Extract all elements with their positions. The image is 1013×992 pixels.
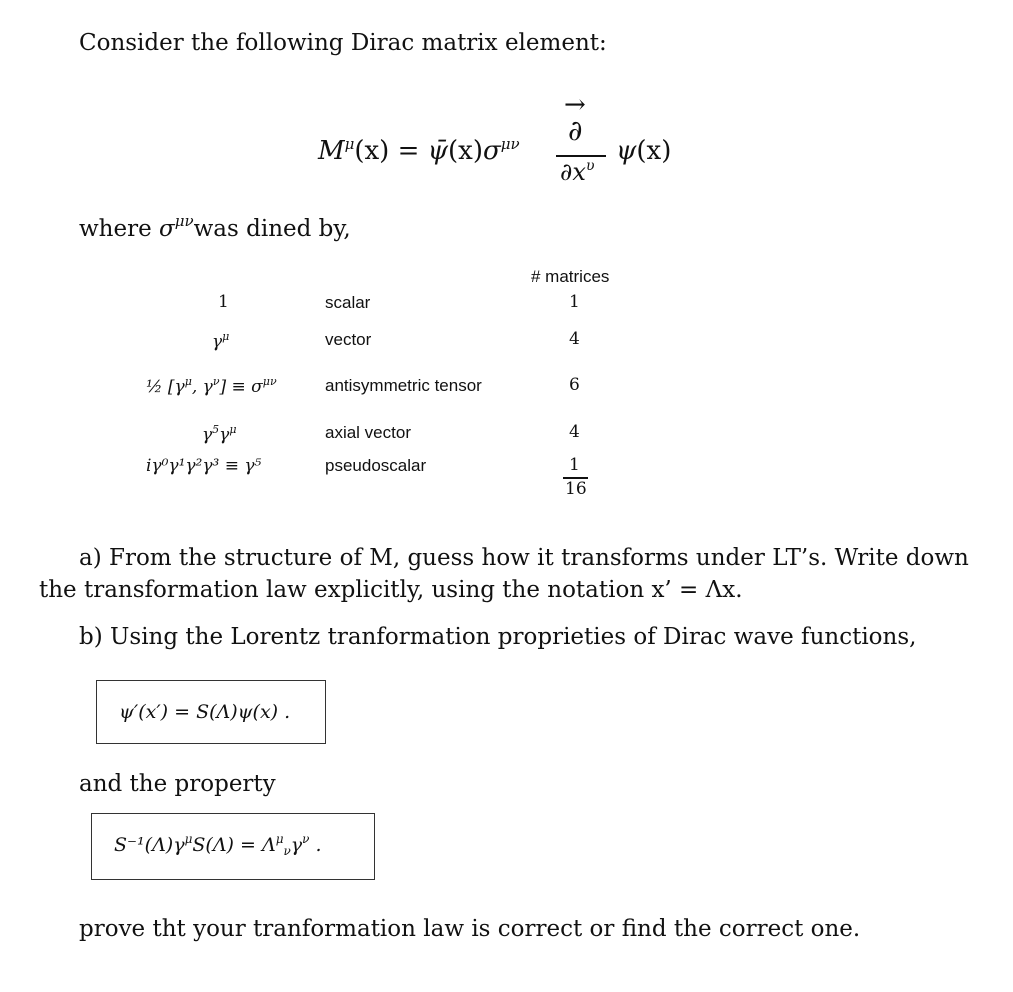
where-sigma: σ bbox=[159, 216, 175, 242]
eq-psi: ψ bbox=[616, 136, 637, 166]
part-b-text: b) Using the Lorentz tranformation proprieties of Dirac wave functions, bbox=[79, 624, 917, 650]
row-scalar-name: scalar bbox=[325, 293, 371, 312]
gamma-nu: γ bbox=[290, 834, 303, 856]
row-pseudoscalar-count: 1 bbox=[569, 455, 580, 475]
row-tensor-name: antisymmetric tensor bbox=[325, 376, 482, 395]
lambda-sup-mu: μ bbox=[275, 832, 284, 846]
comm-end: ] ≡ σ bbox=[219, 377, 263, 397]
gamma-sup: μ bbox=[222, 330, 230, 343]
den-partial: ∂x bbox=[560, 158, 586, 186]
and-property-text: and the property bbox=[79, 771, 276, 797]
eq-dot: . bbox=[309, 834, 322, 856]
row-vector-expr bbox=[212, 332, 229, 352]
row-scalar-expr: 1 bbox=[218, 292, 229, 312]
where-before: where bbox=[79, 216, 160, 242]
where-after: was dined by, bbox=[193, 216, 351, 242]
lambda-sub-nu: ν bbox=[283, 844, 291, 858]
gamma5-sup: 5 bbox=[212, 423, 220, 436]
comm-sup3: μν bbox=[262, 375, 277, 388]
row-tensor-count: 6 bbox=[569, 375, 580, 395]
row-axial-expr bbox=[202, 425, 237, 445]
comm-sup2: ν bbox=[212, 375, 220, 388]
eq-lhs-sup: μ bbox=[344, 135, 355, 153]
commutator-open: ½ [γ bbox=[146, 377, 185, 397]
den-sup: υ bbox=[585, 158, 595, 174]
eq-sigma: σ bbox=[482, 136, 501, 166]
gamma-transform-box bbox=[91, 813, 375, 880]
gamma-mu-sup: μ bbox=[229, 423, 237, 436]
comm-sup1: μ bbox=[184, 375, 192, 388]
eq-lhs: M bbox=[318, 136, 345, 166]
part-a-line1: a) From the structure of M, guess how it transforms under LT’s. Write down bbox=[79, 545, 969, 571]
row-axial-count: 4 bbox=[569, 422, 580, 442]
vector-arrow: → bbox=[564, 90, 586, 120]
closing-text: prove tht your tranformation law is correct or find the correct one. bbox=[79, 916, 861, 942]
wavefunction-transform-eq: ψ′(x′) = S(Λ)ψ(x) . bbox=[119, 701, 291, 723]
row-pseudoscalar-expr: iγ⁰γ¹γ²γ³ ≡ γ⁵ bbox=[146, 456, 262, 476]
row-pseudoscalar-name: pseudoscalar bbox=[325, 456, 427, 475]
wavefunction-transform-box bbox=[96, 680, 326, 744]
total-count: 16 bbox=[565, 479, 587, 499]
row-tensor-expr bbox=[146, 377, 277, 397]
comm-mid: , γ bbox=[191, 377, 213, 397]
fraction-bar bbox=[556, 155, 606, 157]
eq-psibar-arg: (x) bbox=[448, 136, 483, 166]
where-sigma-sup: μν bbox=[174, 212, 194, 230]
gamma-transform-eq bbox=[114, 834, 322, 856]
eq-psi-arg: (x) bbox=[636, 136, 672, 166]
header-matrices: # matrices bbox=[531, 267, 610, 286]
gamma-sup-mu: μ bbox=[184, 832, 193, 846]
intro-text: Consider the following Dirac matrix element: bbox=[79, 30, 607, 56]
frac-denominator bbox=[560, 158, 594, 186]
row-axial-name: axial vector bbox=[325, 423, 411, 442]
part-a-line2: the transformation law explicitly, using the notation x’ = Λx. bbox=[39, 577, 743, 603]
s-lambda: S(Λ) = Λ bbox=[192, 834, 276, 856]
where-text bbox=[79, 213, 351, 247]
row-vector-name: vector bbox=[325, 330, 372, 349]
gamma-mu: γ bbox=[219, 425, 230, 445]
s-inverse-gamma: S⁻¹(Λ)γ bbox=[114, 834, 185, 856]
row-scalar-count: 1 bbox=[569, 292, 580, 312]
gamma: γ bbox=[212, 332, 223, 352]
gamma-sup-nu: ν bbox=[302, 832, 310, 846]
frac-numerator: ∂ bbox=[568, 114, 583, 147]
gamma5: γ bbox=[202, 425, 213, 445]
eq-psibar: ψ̄ bbox=[427, 136, 449, 166]
row-vector-count: 4 bbox=[569, 329, 580, 349]
eq-sigma-sup: μν bbox=[500, 135, 520, 153]
eq-lhs-arg: (x) = bbox=[354, 136, 428, 166]
